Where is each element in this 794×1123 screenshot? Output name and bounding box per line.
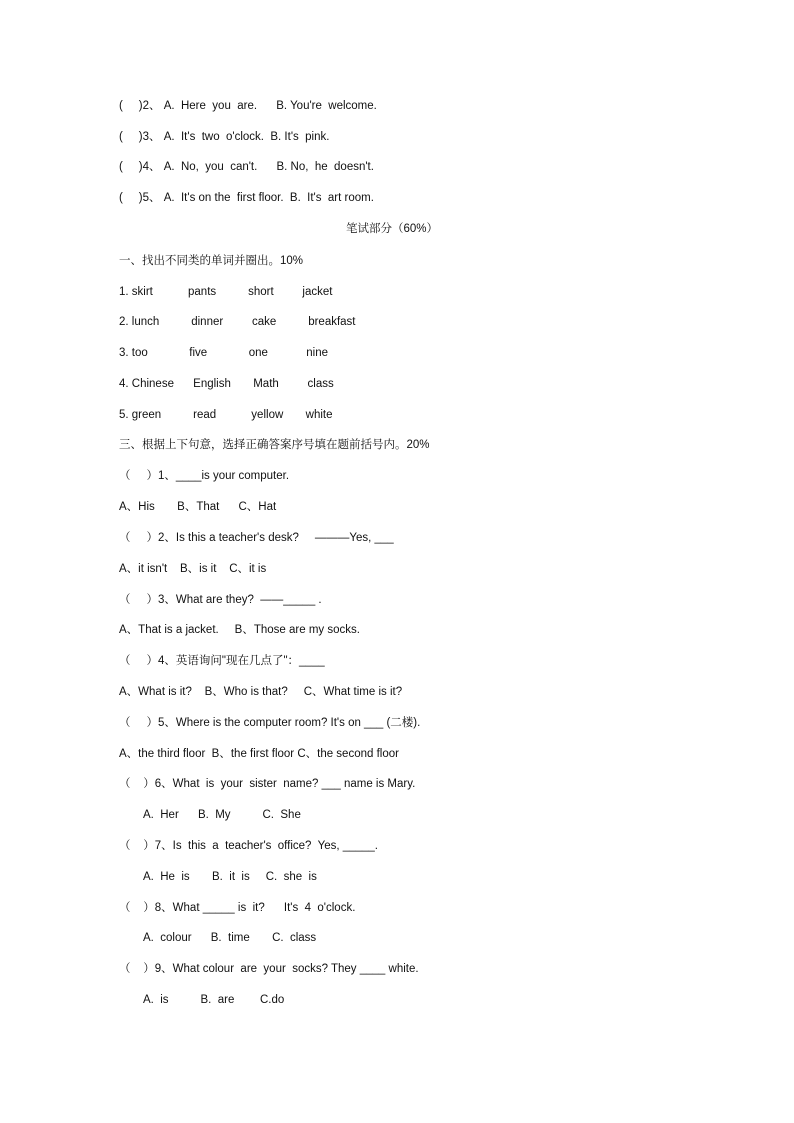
choice-q9-options: A. is B. are C.do — [143, 994, 285, 1006]
choice-q5-stem: （ ）5、Where is the computer room? It's on ___ (二楼). — [119, 717, 421, 729]
choice-q3-options: A、That is a jacket. B、Those are my socks. — [119, 624, 360, 636]
choice-q3-stem: （ ）3、What are they? ——_____ . — [119, 594, 322, 606]
choice-q2-options: A、it isn't B、is it C、it is — [119, 563, 267, 575]
section-heading-odd-one-out: 一、找出不同类的单词并圈出。10% — [119, 255, 304, 267]
listening-q2: ( )2、 A. Here you are. B. You're welcome. — [119, 100, 377, 112]
section-heading-choice: 三、根据上下句意，选择正确答案序号填在题前括号内。20% — [119, 439, 430, 451]
choice-q8-stem: （ ）8、What _____ is it? It's 4 o'clock. — [119, 902, 356, 914]
choice-q4-options: A、What is it? B、Who is that? C、What time is it? — [119, 686, 403, 698]
choice-q7-options: A. He is B. it is C. she is — [143, 871, 317, 883]
choice-q5-options: A、the third floor B、the first floor C、the second floor — [119, 748, 399, 760]
listening-q3: ( )3、 A. It's two o'clock. B. It's pink. — [119, 131, 330, 143]
choice-q1-options: A、His B、That C、Hat — [119, 501, 277, 513]
odd-one-out-row-1: 1. skirt pants short jacket — [119, 286, 333, 298]
odd-one-out-row-5: 5. green read yellow white — [119, 409, 333, 421]
section-title-written: 笔试部分（60%） — [345, 223, 439, 235]
listening-q4: ( )4、 A. No, you can't. B. No, he doesn't. — [119, 161, 374, 173]
choice-q1-stem: （ ）1、____is your computer. — [119, 470, 290, 482]
odd-one-out-row-3: 3. too five one nine — [119, 347, 329, 359]
choice-q7-stem: （ ）7、Is this a teacher's office? Yes, _____. — [119, 840, 378, 852]
odd-one-out-row-2: 2. lunch dinner cake breakfast — [119, 316, 356, 328]
choice-q9-stem: （ ）9、What colour are your socks? They ____ white. — [119, 963, 419, 975]
choice-q8-options: A. colour B. time C. class — [143, 932, 317, 944]
listening-q5: ( )5、 A. It's on the first floor. B. It's art room. — [119, 192, 374, 204]
choice-q2-stem: （ ）2、Is this a teacher's desk? ———Yes, ___ — [119, 532, 394, 544]
choice-q6-options: A. Her B. My C. She — [143, 809, 301, 821]
choice-q6-stem: （ ）6、What is your sister name? ___ name is Mary. — [119, 778, 416, 790]
choice-q4-stem: （ ）4、英语询问"现在几点了"：____ — [119, 655, 325, 667]
odd-one-out-row-4: 4. Chinese English Math class — [119, 378, 334, 390]
